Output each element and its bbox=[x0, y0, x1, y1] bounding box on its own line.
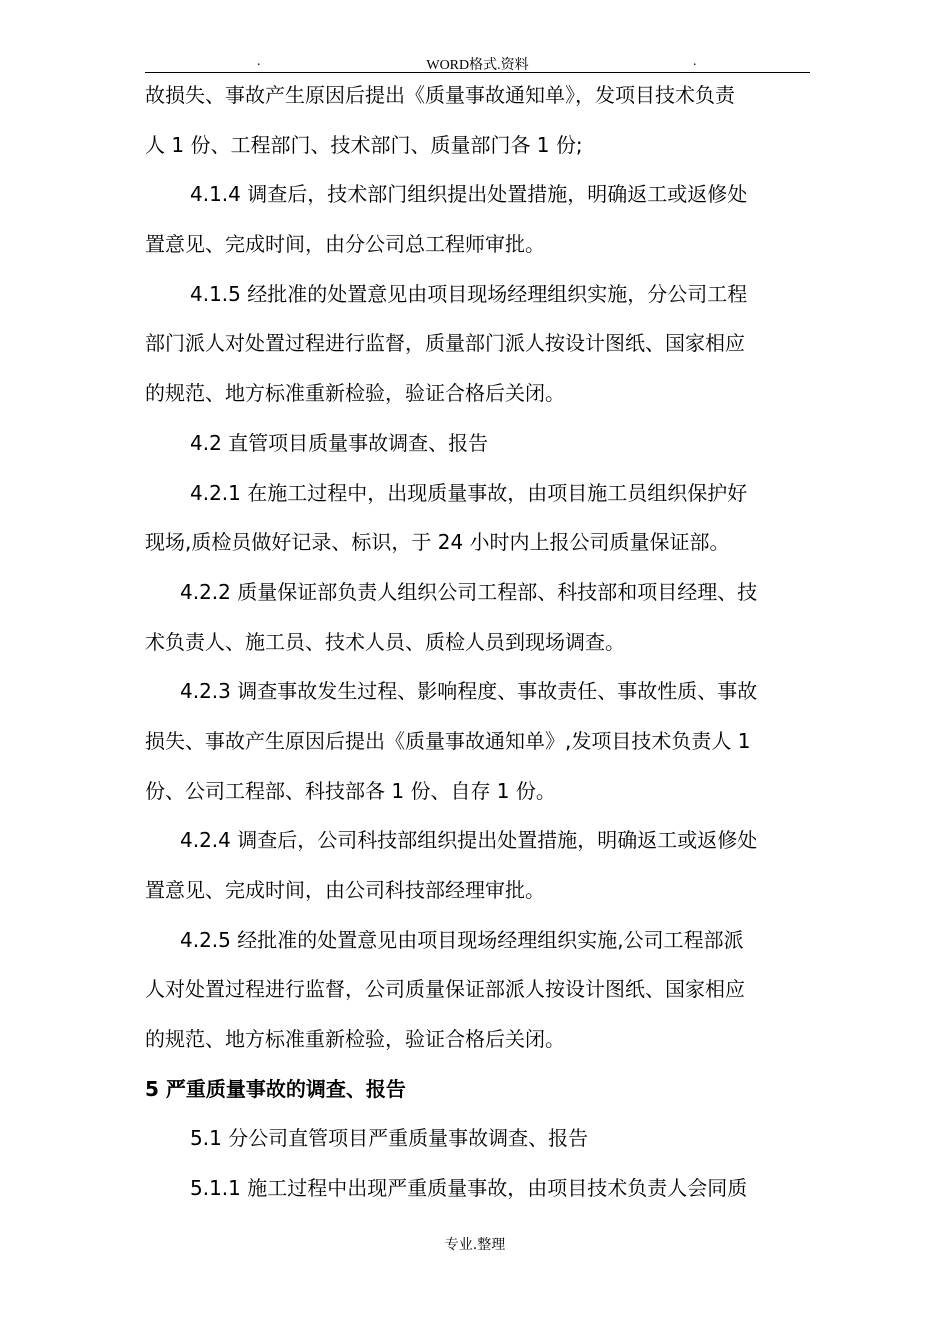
text-line: 4.2.4 调查后，公司科技部组织提出处置措施，明确返工或返修处 bbox=[180, 828, 758, 853]
document-body bbox=[145, 71, 810, 1214]
header-left-dot: . bbox=[257, 54, 261, 69]
text-line: 4.2.1 在施工过程中，出现质量事故，由项目施工员组织保护好 bbox=[190, 480, 748, 505]
text-line: 术负责人、施工员、技术人员、质检人员到现场调查。 bbox=[145, 629, 625, 654]
text-line: 置意见、完成时间，由公司科技部经理审批。 bbox=[145, 878, 545, 902]
text-line: 5.1 分公司直管项目严重质量事故调查、报告 bbox=[190, 1126, 589, 1151]
text-line: 4.1.4 调查后，技术部门组织提出处置措施，明确返工或返修处 bbox=[190, 182, 748, 207]
page-footer: 专业.整理 bbox=[444, 1237, 506, 1253]
text-line: 5.1.1 施工过程中出现严重质量事故，由项目技术负责人会同质 bbox=[190, 1176, 748, 1201]
header-title: WORD格式.资料 bbox=[426, 58, 529, 73]
text-line: 现场,质检员做好记录、标识，于 24 小时内上报公司质量保证部。 bbox=[145, 530, 730, 555]
text-line: 的规范、地方标准重新检验，验证合格后关闭。 bbox=[145, 1027, 565, 1052]
text-line: 部门派人对处置过程进行监督，质量部门派人按设计图纸、国家相应 bbox=[145, 331, 745, 356]
text-line: 份、公司工程部、科技部各 1 份、自存 1 份。 bbox=[145, 778, 556, 803]
text-line: 4.1.5 经批准的处置意见由项目现场经理组织实施，分公司工程 bbox=[190, 281, 748, 306]
text-line: 人 1 份、工程部门、技术部门、质量部门各 1 份; bbox=[145, 132, 583, 157]
text-line: 4.2 直管项目质量事故调查、报告 bbox=[190, 430, 489, 455]
text-line: 4.2.5 经批准的处置意见由项目现场经理组织实施,公司工程部派 bbox=[180, 927, 744, 952]
section-heading: 5 严重质量事故的调查、报告 bbox=[145, 1076, 406, 1101]
text-line: 损失、事故产生原因后提出《质量事故通知单》,发项目技术负责人 1 bbox=[145, 728, 751, 753]
text-line: 4.2.2 质量保证部负责人组织公司工程部、科技部和项目经理、技 bbox=[180, 579, 758, 604]
text-line: 的规范、地方标准重新检验，验证合格后关闭。 bbox=[145, 381, 565, 406]
text-line: 置意见、完成时间，由分公司总工程师审批。 bbox=[145, 232, 545, 257]
header-right-dot: . bbox=[693, 54, 697, 69]
text-line: 人对处置过程进行监督，公司质量保证部派人按设计图纸、国家相应 bbox=[145, 977, 745, 1002]
page-header bbox=[145, 52, 810, 73]
text-line: 故损失、事故产生原因后提出《质量事故通知单》，发项目技术负责 bbox=[145, 83, 735, 107]
text-line: 4.2.3 调查事故发生过程、影响程度、事故责任、事故性质、事故 bbox=[180, 679, 758, 704]
